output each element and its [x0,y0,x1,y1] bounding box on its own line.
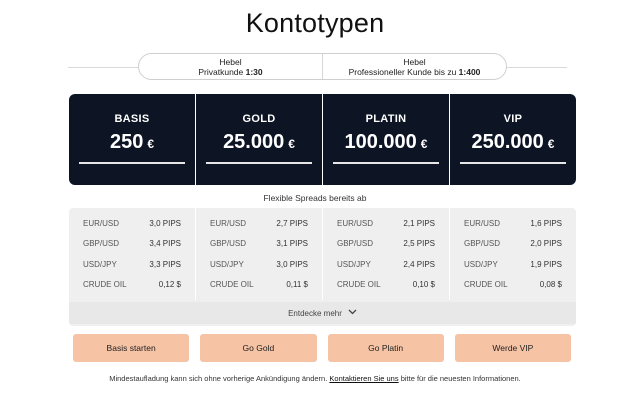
card-underline [79,162,185,164]
account-name: BASIS [114,113,150,125]
spreads-column [69,208,195,300]
spread-row [464,219,562,231]
account-card-gold [195,94,322,185]
page-title: Kontotypen [245,8,385,38]
spread-value: 0,10 $ [412,280,435,289]
divider-right [507,67,567,68]
leverage-toggle [138,53,507,80]
spreads-column [195,208,322,300]
instrument-name: EUR/USD [83,219,120,228]
cta-buttons [73,334,571,362]
leverage-retail-value: 1:30 [245,66,263,77]
leverage-pro-value: 1:400 [458,66,481,77]
spread-row [337,280,435,292]
basis-start-button[interactable]: Basis starten [73,334,189,362]
leverage-pro-label: Hebel [403,56,426,67]
spread-value: 0,12 $ [158,280,181,289]
spreads-column [322,208,449,300]
instrument-name: CRUDE OIL [83,280,127,289]
instrument-name: USD/JPY [83,260,117,269]
currency-symbol: € [420,137,428,151]
account-name: VIP [503,113,523,125]
spread-row [464,280,562,292]
spread-row [337,260,435,272]
currency-symbol: € [147,137,155,151]
account-name: GOLD [242,113,276,125]
card-underline [206,162,312,164]
contact-us-link[interactable]: Kontaktieren Sie uns [329,374,399,383]
spread-value: 3,0 PIPS [276,260,308,269]
account-card-vip [449,94,576,185]
instrument-name: USD/JPY [464,260,498,269]
spread-value: 3,3 PIPS [149,260,181,269]
spread-row [83,260,181,272]
discover-more-toggle[interactable] [69,302,576,324]
footnote [0,374,630,383]
spread-value: 2,4 PIPS [403,260,435,269]
spread-value: 2,0 PIPS [530,239,562,248]
discover-more-label: Entdecke mehr [288,308,342,318]
instrument-name: GBP/USD [337,239,374,248]
spread-value: 1,9 PIPS [530,260,562,269]
spread-value: 2,5 PIPS [403,239,435,248]
instrument-name: CRUDE OIL [210,280,254,289]
instrument-name: CRUDE OIL [464,280,508,289]
spread-value: 0,11 $ [286,280,308,289]
spreads-caption: Flexible Spreads bereits ab [263,193,367,203]
account-amount: 25.000 [223,131,285,153]
divider-left [68,67,138,68]
spread-row [464,239,562,251]
account-card-basis [69,94,195,185]
account-amount: 100.000 [344,131,417,153]
spread-row [210,239,308,251]
spreads-table [69,208,576,326]
account-min-deposit [196,131,322,154]
account-card-platin [322,94,449,185]
account-amount: 250.000 [471,131,544,153]
instrument-name: USD/JPY [210,260,244,269]
spread-row [337,219,435,231]
spreads-column [449,208,576,300]
spreads-columns [69,208,576,300]
spread-value: 3,4 PIPS [149,239,181,248]
spread-row [210,260,308,272]
card-underline [460,162,566,164]
spread-row [337,239,435,251]
instrument-name: GBP/USD [210,239,247,248]
spread-value: 3,1 PIPS [276,239,308,248]
footnote-text-before: Mindestaufladung kann sich ohne vorherige Ankündigung ändern. [109,374,330,383]
currency-symbol: € [288,137,295,151]
leverage-pro-option[interactable] [322,54,506,79]
instrument-name: USD/JPY [337,260,371,269]
instrument-name: EUR/USD [210,219,247,228]
leverage-retail-label: Hebel [219,56,242,67]
instrument-name: EUR/USD [464,219,501,228]
spread-value: 0,08 $ [539,280,562,289]
leverage-retail-sub: Privatkunde [198,66,244,77]
account-min-deposit [323,131,449,154]
account-cards [69,94,576,185]
account-amount: 250 [109,131,144,153]
become-vip-button[interactable]: Werde VIP [455,334,571,362]
spread-row [210,280,308,292]
instrument-name: CRUDE OIL [337,280,381,289]
spread-value: 2,1 PIPS [403,219,435,228]
chevron-down-icon [348,308,357,318]
go-platin-button[interactable]: Go Platin [328,334,444,362]
instrument-name: GBP/USD [83,239,120,248]
go-gold-button[interactable]: Go Gold [200,334,316,362]
leverage-pro-sub: Professioneller Kunde bis zu [348,66,457,77]
card-underline [333,162,439,164]
account-name: PLATIN [365,113,407,125]
spread-row [83,239,181,251]
spread-value: 1,6 PIPS [530,219,562,228]
leverage-retail-option[interactable] [139,54,322,79]
instrument-name: GBP/USD [464,239,501,248]
spread-value: 3,0 PIPS [149,219,181,228]
account-min-deposit [69,131,195,154]
currency-symbol: € [547,137,555,151]
spread-row [83,219,181,231]
spread-value: 2,7 PIPS [276,219,308,228]
spread-row [464,260,562,272]
footnote-text-after: bitte für die neuesten Informationen. [398,374,521,383]
spread-row [83,280,181,292]
spread-row [210,219,308,231]
instrument-name: EUR/USD [337,219,374,228]
account-min-deposit [450,131,576,154]
